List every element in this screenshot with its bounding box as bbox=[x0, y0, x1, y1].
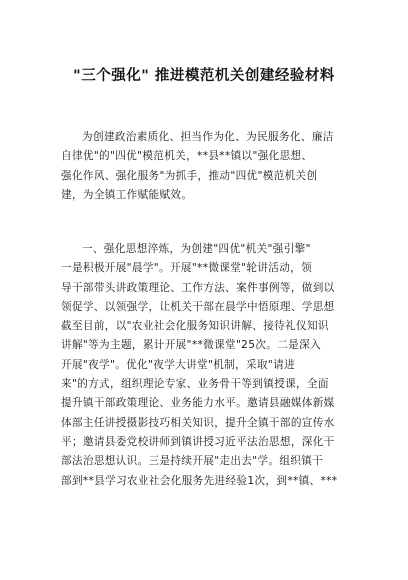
intro-paragraph bbox=[61, 128, 349, 205]
section-heading-line: 一、强化思想淬炼，为创建"四优"机关"强引擎" bbox=[82, 243, 311, 255]
paragraph-line: 讲解"等为主题，累计开展"**微课堂"25次。二是深入 bbox=[61, 339, 322, 352]
paragraph-line: 来"的方式，组织理论专家、业务骨干等到镇授课，全面 bbox=[61, 378, 329, 391]
paragraph-line: 截至目前，以"农业社会化服务知识讲解、接待礼仪知识 bbox=[61, 320, 329, 333]
paragraph-line: 自律优"的"四优"模范机关，**县**镇以"强化思想、 bbox=[61, 150, 313, 163]
paragraph-line: 领促学、以领强学，让机关干部在晨学中悟原理、学思想 bbox=[61, 300, 335, 313]
paragraph-line: 开展"夜学"。优化"夜学大讲堂"机制，采取"请进 bbox=[61, 358, 296, 371]
paragraph-line: 提升镇干部政策理论、业务能力水平。邀请县融媒体新媒 bbox=[61, 397, 335, 410]
paragraph-line: 一是积极开展"晨学"。开展"**微课堂"轮讲活动，领 bbox=[61, 262, 313, 275]
document-title: "三个强化" 推进模范机关创建经验材料 bbox=[73, 68, 335, 84]
paragraph-line: 部法治思想认识。三是持续开展"走出去"学。组织镇干 bbox=[61, 455, 324, 468]
paragraph-line: 体部主任讲授摄影技巧相关知识，提升全镇干部的宣传水 bbox=[61, 416, 335, 429]
paragraph-line: 部到**县学习农业社会化服务先进经验1次，到**镇、*** bbox=[61, 474, 338, 487]
section-one-paragraph bbox=[61, 240, 349, 491]
paragraph-line: 平；邀请县委党校讲师到镇讲授习近平法治思想，深化干 bbox=[61, 435, 335, 448]
paragraph-line: 建，为全镇工作赋能赋效。 bbox=[61, 188, 193, 201]
paragraph-line: 导干部带头讲政策理论、工作方法、案件事例等，做到以 bbox=[61, 281, 335, 294]
paragraph-line: 为创建政治素质化、担当作为化、为民服务化、廉洁 bbox=[82, 131, 334, 143]
paragraph-line: 强化作风、强化服务"为抓手，推动"四优"模范机关创 bbox=[61, 169, 318, 182]
